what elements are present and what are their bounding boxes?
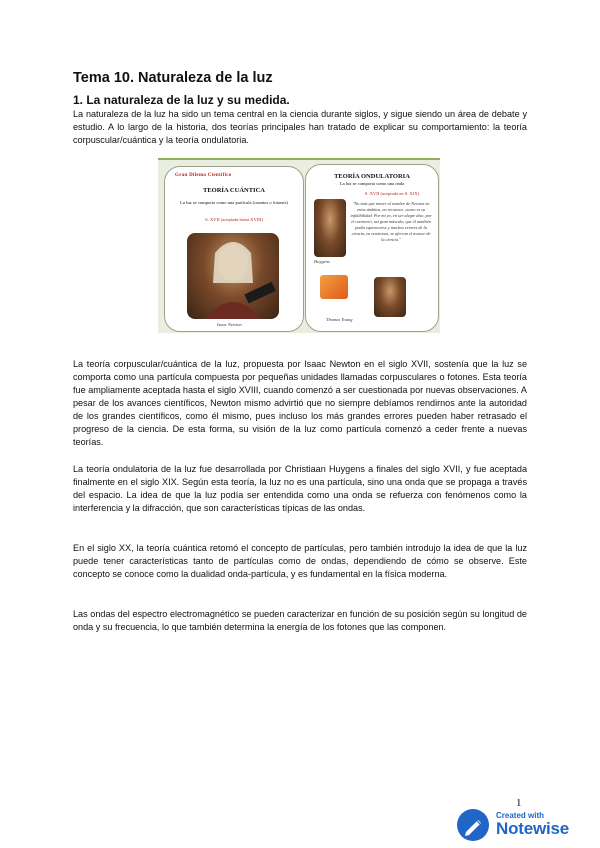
wave-theory-panel bbox=[305, 164, 439, 332]
quantum-theory-title: TEORÍA CUÁNTICA bbox=[203, 187, 265, 194]
section-heading: 1. La naturaleza de la luz y su medida. bbox=[73, 93, 290, 107]
page-number: 1 bbox=[516, 797, 522, 809]
notewise-wordmark: Notewise bbox=[496, 819, 570, 838]
paragraph-spectrum: Las ondas del espectro electromagnético se pueden caracterizar en función de su posición según su longitud de onda y su frecuencia, lo que también determina la energía de los fotones que las componen. bbox=[73, 609, 527, 632]
light-theories-figure bbox=[158, 158, 440, 333]
wave-theory-century: S. XVII (aceptada en S. XIX) bbox=[364, 191, 420, 196]
young-caption: Thomas Young bbox=[326, 317, 353, 322]
newton-caption: Isaac Newton bbox=[217, 322, 242, 327]
created-with-label: Created with bbox=[496, 811, 545, 820]
quantum-theory-century: S. XVII (aceptada hasta XVIII) bbox=[205, 217, 263, 222]
quantum-theory-panel bbox=[164, 166, 304, 332]
huygens-caption: Huygens bbox=[314, 259, 330, 264]
figure-banner: Gran Dilema Científico bbox=[175, 173, 232, 178]
paragraph-duality: En el siglo XX, la teoría cuántica retomó el concepto de partículas, pero también introdujo la idea de que la luz puede tener características tanto de partículas como de ondas, dependiendo de cómo se observe. Este concepto se conoce como la dualidad onda-partícula, y es fundamental en la física moderna. bbox=[73, 543, 527, 579]
notewise-pen-logo-icon bbox=[456, 808, 490, 842]
young-portrait bbox=[374, 277, 406, 317]
quantum-theory-subtitle: La luz se comporta como una partícula (cuantos o fotones) bbox=[180, 200, 288, 205]
page-title: Tema 10. Naturaleza de la luz bbox=[73, 70, 273, 86]
wave-theory-subtitle: La luz se comporta como una onda bbox=[339, 181, 405, 186]
huygens-portrait bbox=[314, 199, 346, 257]
wave-theory-quote: "No más que mover al nombre de Newton en estos ámbitos, no reconoce, acaso es su infalibilidad. Por mi yo, en ser alegre diso, por el contrario, así gran músculo, que él también podía equivocarse y muchos errores de la ciencia, en ocasiones, se aferran el avance de la ciencia." bbox=[350, 201, 432, 242]
wave-theory-title: TEORÍA ONDULATORIA bbox=[334, 173, 410, 180]
newton-portrait bbox=[187, 233, 279, 319]
paragraph-corpuscular: La teoría corpuscular/cuántica de la luz, propuesta por Isaac Newton en el siglo XVII, sostenía que la luz se comporta como una partícula compuesta por pequeñas unidades llamadas corpusculares o fotones. Esta teoría fue ampliamente aceptada hasta el siglo XVIII, cuando comenzó a ser cuestionada por nuevas observaciones. A pesar de los avances científicos, Newton mismo advirtió que no siempre debíamos rendirnos ante la autoridad de los grandes científicos, como él mismo, pues incluso los más grandes errores pueden haber retrasado el progreso de la ciencia. De esta forma, su visión de la luz como partícula comenzó a ceder frente a nuevas teorías. bbox=[73, 359, 527, 447]
paragraph-wave: La teoría ondulatoria de la luz fue desarrollada por Christiaan Huygens a finales del siglo XVII, y fue aceptada finalmente en el siglo XIX. Según esta teoría, la luz no es una partícula, sino una onda que se propaga a través del espacio. La idea de que la luz podía ser entendida como una onda se refuerza con fenómenos como la interferencia y la difracción, que son características típicas de las ondas. bbox=[73, 464, 527, 513]
double-slit-illustration bbox=[320, 275, 348, 299]
newton-portrait-icon bbox=[187, 233, 279, 319]
intro-paragraph: La naturaleza de la luz ha sido un tema central en la ciencia durante siglos, y sigue siendo un área de debate y estudio. A lo largo de la historia, dos teorías principales han tratado de explicar su comportamiento: la teoría corpuscular/cuántica y la teoría ondulatoria. bbox=[73, 109, 527, 145]
